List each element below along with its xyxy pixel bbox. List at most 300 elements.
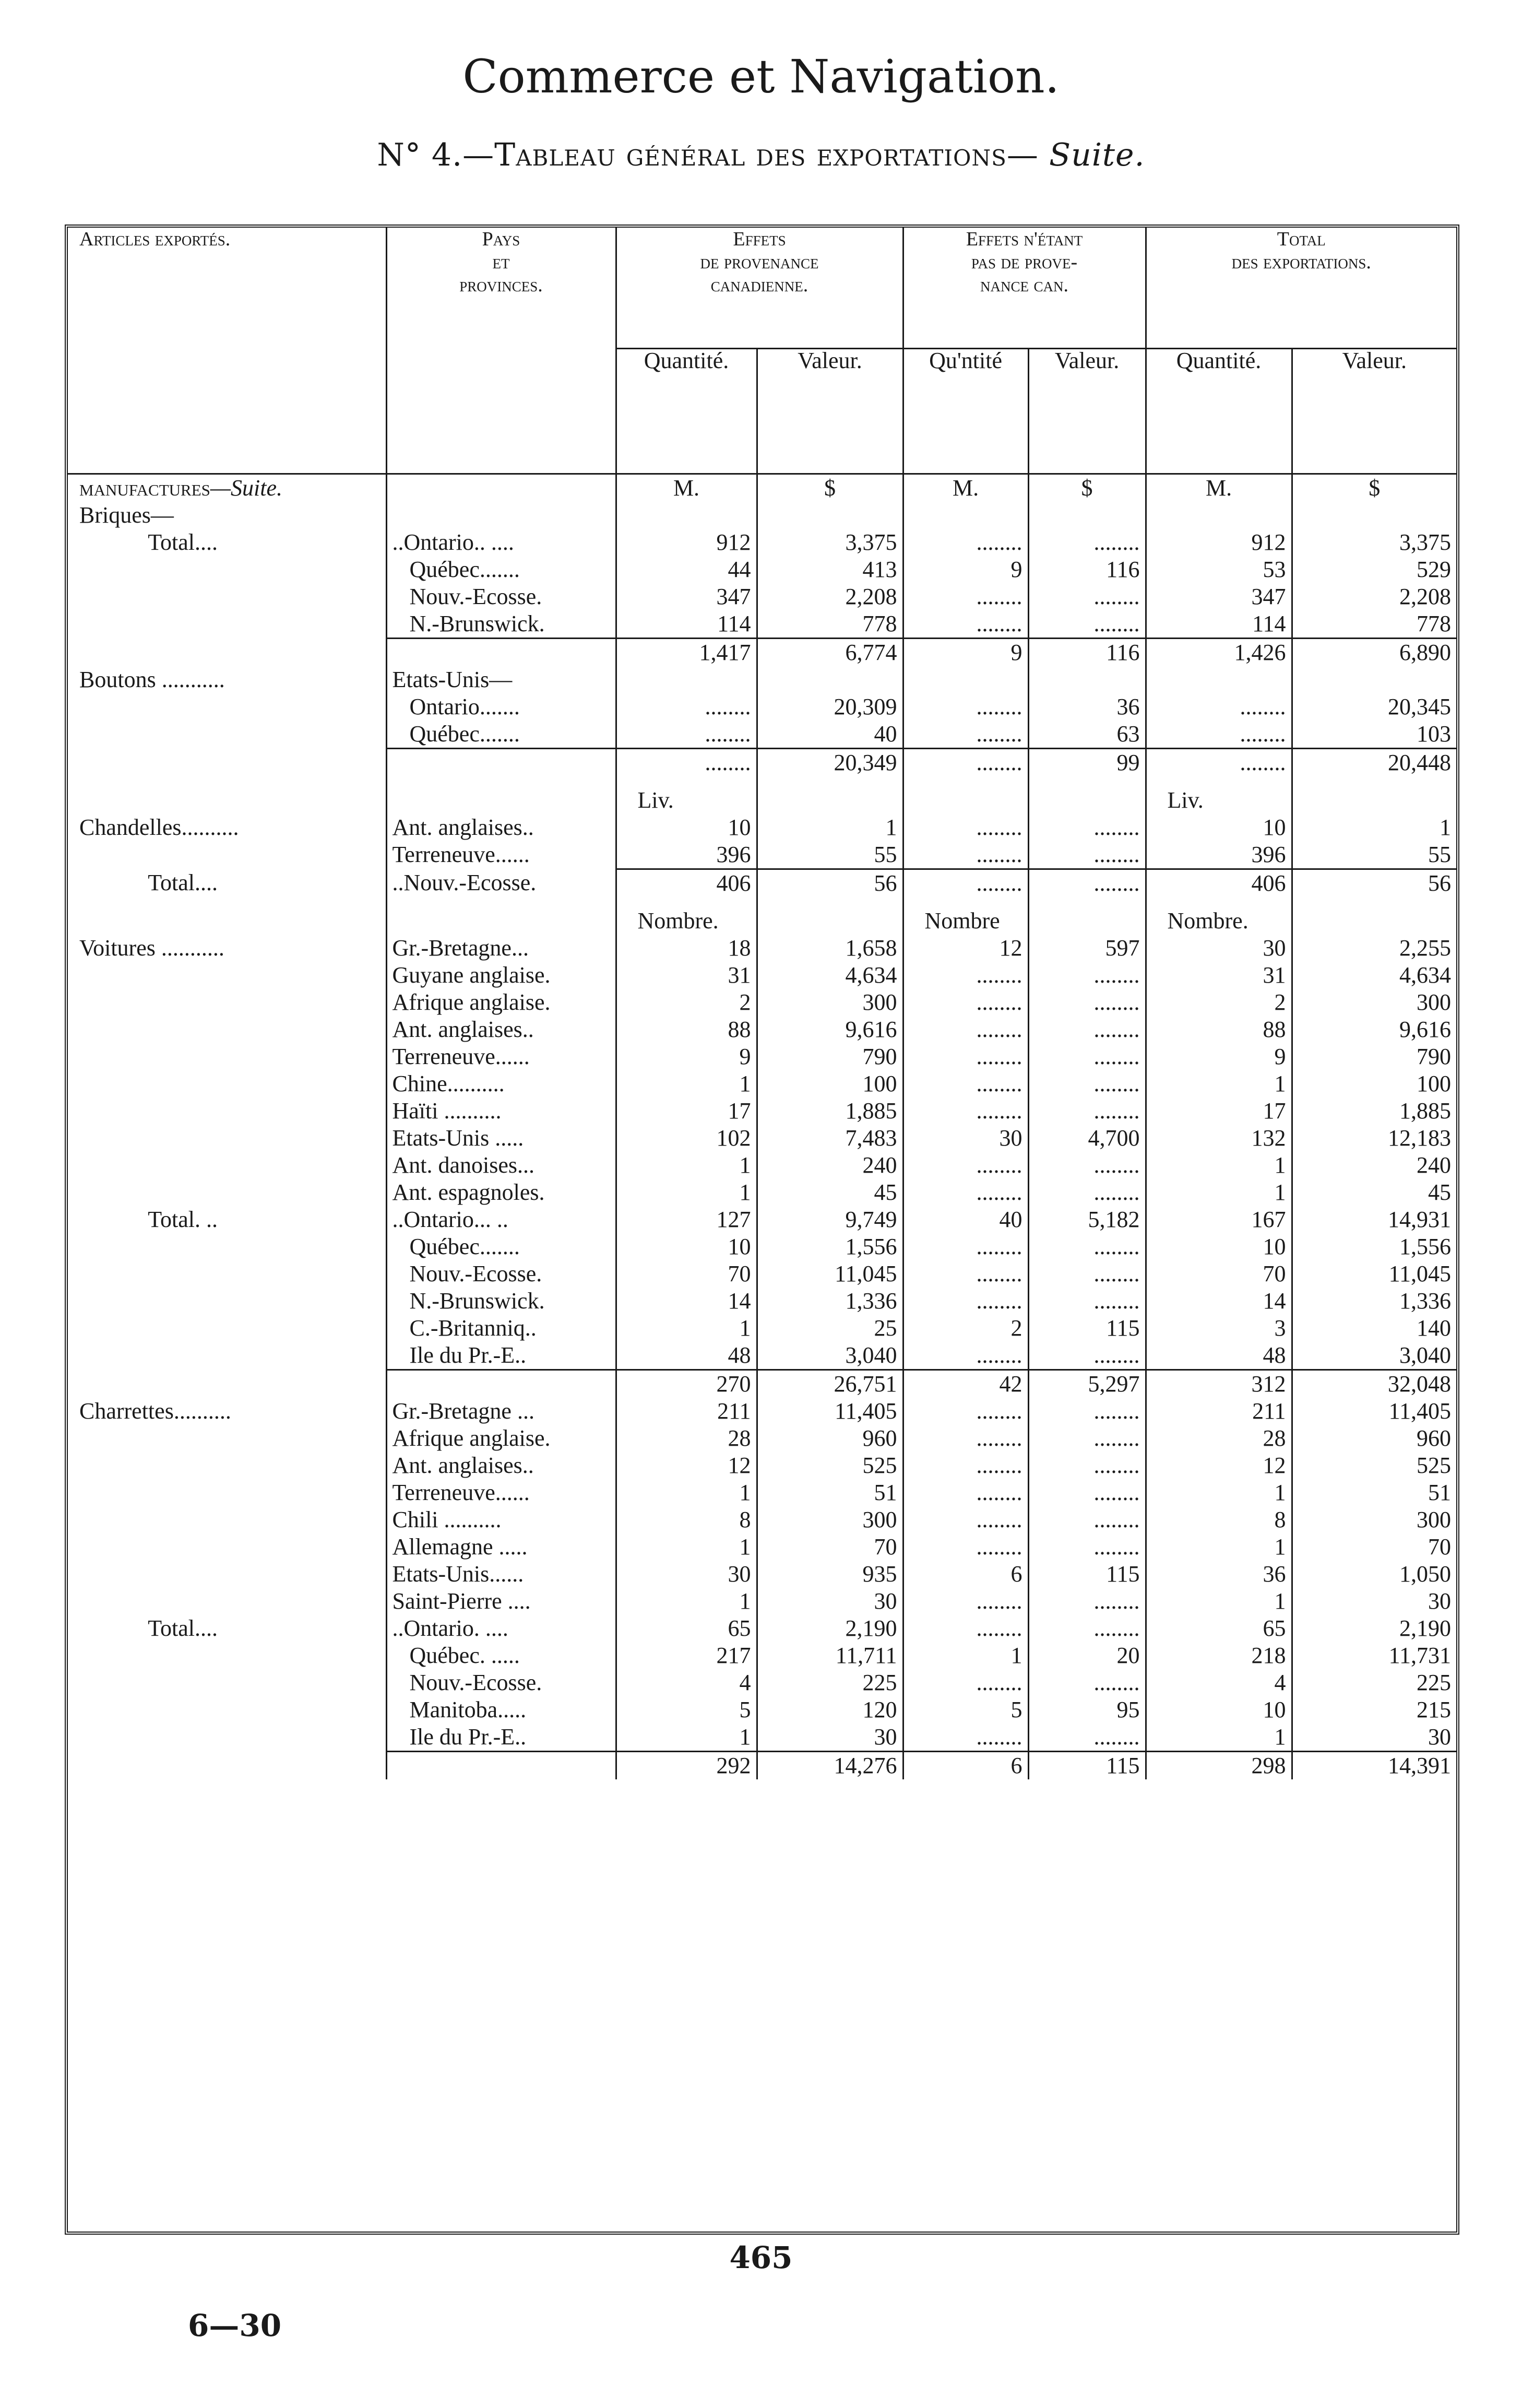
value-cell: 300 xyxy=(1292,1506,1456,1533)
value-cell: ........ xyxy=(1146,693,1292,721)
value-cell: 3,375 xyxy=(757,529,903,556)
value-cell: ........ xyxy=(1028,1506,1146,1533)
value-cell: 1 xyxy=(1146,1479,1292,1506)
value-cell: 1 xyxy=(1146,1724,1292,1752)
value-cell: ........ xyxy=(903,1724,1028,1752)
value-cell: 9,749 xyxy=(757,1206,903,1233)
value-cell xyxy=(1292,776,1456,814)
article-cell xyxy=(68,610,386,639)
value-cell: 65 xyxy=(1146,1615,1292,1642)
pays-cell: Ile du Pr.-E.. xyxy=(386,1724,616,1752)
value-cell: 51 xyxy=(757,1479,903,1506)
value-cell: 11,731 xyxy=(1292,1642,1456,1669)
value-cell: 298 xyxy=(1146,1752,1292,1780)
value-cell: ........ xyxy=(1028,1016,1146,1043)
value-cell xyxy=(757,897,903,935)
value-cell: 2 xyxy=(903,1315,1028,1342)
pays-cell: ..Ontario... .. xyxy=(386,1206,616,1233)
value-cell: ........ xyxy=(903,1152,1028,1179)
total-row xyxy=(68,749,1456,777)
value-cell: 1,426 xyxy=(1146,639,1292,667)
value-cell: 292 xyxy=(616,1752,757,1780)
value-cell: ........ xyxy=(1028,1288,1146,1315)
header-valeur-1: Valeur. xyxy=(757,349,903,474)
value-cell: 11,045 xyxy=(1292,1260,1456,1288)
value-cell: 31 xyxy=(1146,962,1292,989)
value-cell: ........ xyxy=(903,1452,1028,1479)
value-cell: ........ xyxy=(1028,962,1146,989)
value-cell: 912 xyxy=(1146,529,1292,556)
pays-cell: N.-Brunswick. xyxy=(386,610,616,639)
table-row xyxy=(68,1125,1456,1152)
article-cell xyxy=(68,721,386,749)
value-cell: 30 xyxy=(616,1561,757,1588)
value-cell: 100 xyxy=(757,1070,903,1097)
value-cell: 88 xyxy=(616,1016,757,1043)
value-cell: ........ xyxy=(903,989,1028,1016)
value-cell: 1,885 xyxy=(1292,1097,1456,1125)
pays-cell: Chine.......... xyxy=(386,1070,616,1097)
value-cell: 406 xyxy=(1146,869,1292,898)
value-cell: 70 xyxy=(616,1260,757,1288)
value-cell xyxy=(1292,666,1456,693)
value-cell: ........ xyxy=(1028,1533,1146,1561)
pays-cell: Québec. ..... xyxy=(386,1642,616,1669)
value-cell: 10 xyxy=(1146,1233,1292,1260)
article-cell: Total.... xyxy=(79,1615,218,1641)
table-row xyxy=(68,610,1456,639)
table-row xyxy=(68,841,1456,869)
article-cell: Charrettes.......... xyxy=(79,1398,231,1424)
table-row xyxy=(68,1398,1456,1425)
value-cell: ........ xyxy=(1028,1615,1146,1642)
value-cell: 70 xyxy=(757,1533,903,1561)
value-cell: 525 xyxy=(1292,1452,1456,1479)
table-row xyxy=(68,1506,1456,1533)
table-row xyxy=(68,529,1456,556)
value-cell: 10 xyxy=(616,1233,757,1260)
value-cell: 778 xyxy=(1292,610,1456,639)
value-cell: 211 xyxy=(1146,1398,1292,1425)
value-cell: 11,405 xyxy=(757,1398,903,1425)
pays-cell xyxy=(386,1370,616,1398)
table-row xyxy=(68,935,1456,962)
value-cell: ........ xyxy=(1146,721,1292,749)
value-cell: 1 xyxy=(1146,1179,1292,1206)
value-cell: 1 xyxy=(616,1588,757,1615)
value-cell: ........ xyxy=(903,721,1028,749)
value-cell: 120 xyxy=(757,1696,903,1724)
value-cell: 1,336 xyxy=(1292,1288,1456,1315)
value-cell: ........ xyxy=(1028,1179,1146,1206)
value-cell: 211 xyxy=(616,1398,757,1425)
value-cell: 270 xyxy=(616,1370,757,1398)
value-cell: 935 xyxy=(757,1561,903,1588)
value-cell: 20,309 xyxy=(757,693,903,721)
value-cell: ........ xyxy=(903,583,1028,610)
value-cell: 53 xyxy=(1146,556,1292,583)
value-cell: 2,208 xyxy=(757,583,903,610)
value-cell: 300 xyxy=(1292,989,1456,1016)
article-cell xyxy=(68,693,386,721)
value-cell xyxy=(903,776,1028,814)
value-cell: ........ xyxy=(1028,1479,1146,1506)
table-row xyxy=(68,666,1456,693)
table-row xyxy=(68,1533,1456,1561)
value-cell: 30 xyxy=(757,1724,903,1752)
value-cell: 30 xyxy=(903,1125,1028,1152)
value-cell xyxy=(757,666,903,693)
value-cell: 30 xyxy=(1292,1724,1456,1752)
value-cell: ........ xyxy=(903,962,1028,989)
unit-m-3: M. xyxy=(1146,474,1292,502)
value-cell: 12 xyxy=(903,935,1028,962)
article-cell xyxy=(68,841,386,869)
value-cell: 3,040 xyxy=(757,1342,903,1370)
header-valeur-2: Valeur. xyxy=(1028,349,1146,474)
value-cell: ........ xyxy=(903,1479,1028,1506)
value-cell: Nombre. xyxy=(1146,897,1292,935)
value-cell: ........ xyxy=(1028,989,1146,1016)
pays-cell xyxy=(386,776,616,814)
value-cell: 70 xyxy=(1146,1260,1292,1288)
value-cell: 88 xyxy=(1146,1016,1292,1043)
pays-cell xyxy=(386,897,616,935)
value-cell: 115 xyxy=(1028,1315,1146,1342)
value-cell: ........ xyxy=(616,749,757,777)
header-total-exportations: Total des exportations. xyxy=(1146,228,1456,349)
value-cell: ........ xyxy=(903,1260,1028,1288)
table-body xyxy=(68,474,1456,1780)
value-cell: 48 xyxy=(1146,1342,1292,1370)
article-cell xyxy=(68,639,386,667)
table-row xyxy=(68,1561,1456,1588)
table-row xyxy=(68,1452,1456,1479)
value-cell: 20,448 xyxy=(1292,749,1456,777)
value-cell: Nombre. xyxy=(616,897,757,935)
value-cell: 14 xyxy=(616,1288,757,1315)
pays-cell: Ant. danoises... xyxy=(386,1152,616,1179)
value-cell: ........ xyxy=(903,814,1028,841)
value-cell: 26,751 xyxy=(757,1370,903,1398)
article-cell xyxy=(68,989,386,1016)
pays-cell: Etats-Unis...... xyxy=(386,1561,616,1588)
article-cell xyxy=(68,962,386,989)
pays-cell: Nouv.-Ecosse. xyxy=(386,1260,616,1288)
table-row xyxy=(68,1016,1456,1043)
value-cell: ........ xyxy=(1028,1152,1146,1179)
value-cell: 912 xyxy=(616,529,757,556)
table-row xyxy=(68,556,1456,583)
value-cell: 1,556 xyxy=(757,1233,903,1260)
unit-dollar-2: $ xyxy=(1028,474,1146,502)
subtitle-number: N° 4.—Tableau général des exportations— xyxy=(377,137,1039,173)
section-label: manufactures—Suite. xyxy=(79,475,283,501)
article-cell: Voitures ........... xyxy=(79,935,224,961)
table-row xyxy=(68,814,1456,841)
value-cell: 218 xyxy=(1146,1642,1292,1669)
table-row xyxy=(68,1152,1456,1179)
pays-cell: Haïti .......... xyxy=(386,1097,616,1125)
value-cell: 3,040 xyxy=(1292,1342,1456,1370)
value-cell: ........ xyxy=(903,1533,1028,1561)
pays-cell: ..Ontario. .... xyxy=(386,1615,616,1642)
value-cell: 2,255 xyxy=(1292,935,1456,962)
value-cell: ........ xyxy=(903,749,1028,777)
pays-cell: Guyane anglaise. xyxy=(386,962,616,989)
pays-cell: C.-Britanniq.. xyxy=(386,1315,616,1342)
value-cell: 51 xyxy=(1292,1479,1456,1506)
value-cell: 12 xyxy=(1146,1452,1292,1479)
pays-cell: Ant. anglaises.. xyxy=(386,1016,616,1043)
value-cell: ........ xyxy=(903,693,1028,721)
value-cell: 167 xyxy=(1146,1206,1292,1233)
pays-cell: Terreneuve...... xyxy=(386,1479,616,1506)
value-cell: 11,711 xyxy=(757,1642,903,1669)
value-cell: 28 xyxy=(1146,1425,1292,1452)
pays-cell: Etats-Unis— xyxy=(386,666,616,693)
value-cell: 240 xyxy=(1292,1152,1456,1179)
value-cell: 225 xyxy=(757,1669,903,1696)
value-cell: 127 xyxy=(616,1206,757,1233)
value-cell: ........ xyxy=(1028,841,1146,869)
article-cell xyxy=(68,1588,386,1615)
value-cell: 9 xyxy=(903,556,1028,583)
pays-cell xyxy=(386,1752,616,1780)
value-cell: 30 xyxy=(757,1588,903,1615)
value-cell: 396 xyxy=(616,841,757,869)
pays-cell: Québec....... xyxy=(386,556,616,583)
value-cell: Liv. xyxy=(616,776,757,814)
value-cell: 1,556 xyxy=(1292,1233,1456,1260)
export-table xyxy=(65,225,1459,2235)
value-cell: 1 xyxy=(757,814,903,841)
value-cell: ........ xyxy=(903,1043,1028,1070)
value-cell: 11,405 xyxy=(1292,1398,1456,1425)
article-cell xyxy=(68,1097,386,1125)
value-cell: 215 xyxy=(1292,1696,1456,1724)
table-row xyxy=(68,776,1456,814)
value-cell: 240 xyxy=(757,1152,903,1179)
value-cell: 217 xyxy=(616,1642,757,1669)
value-cell xyxy=(903,666,1028,693)
pays-cell xyxy=(386,639,616,667)
value-cell xyxy=(757,502,903,529)
value-cell: 14,391 xyxy=(1292,1752,1456,1780)
table-row xyxy=(68,1425,1456,1452)
article-cell xyxy=(68,1452,386,1479)
value-cell: ........ xyxy=(1028,1342,1146,1370)
value-cell: 40 xyxy=(903,1206,1028,1233)
article-cell xyxy=(68,1533,386,1561)
value-cell: 114 xyxy=(1146,610,1292,639)
signature-code: 6—30 xyxy=(188,2308,282,2343)
value-cell: 14,931 xyxy=(1292,1206,1456,1233)
value-cell: 1,885 xyxy=(757,1097,903,1125)
article-cell xyxy=(68,1043,386,1070)
value-cell: 312 xyxy=(1146,1370,1292,1398)
value-cell xyxy=(1292,502,1456,529)
unit-dollar-1: $ xyxy=(757,474,903,502)
pays-cell: Ile du Pr.-E.. xyxy=(386,1342,616,1370)
value-cell: 70 xyxy=(1292,1533,1456,1561)
pays-cell: Ant. espagnoles. xyxy=(386,1179,616,1206)
value-cell: 36 xyxy=(1146,1561,1292,1588)
article-cell xyxy=(68,1561,386,1588)
article-cell xyxy=(68,556,386,583)
value-cell: ........ xyxy=(903,1425,1028,1452)
value-cell: ........ xyxy=(1028,1233,1146,1260)
value-cell: 2,190 xyxy=(757,1615,903,1642)
table-row xyxy=(68,1070,1456,1097)
value-cell: 100 xyxy=(1292,1070,1456,1097)
table-row xyxy=(68,1288,1456,1315)
pays-cell: Terreneuve...... xyxy=(386,841,616,869)
table-row xyxy=(68,1669,1456,1696)
value-cell: ........ xyxy=(903,869,1028,898)
value-cell: 529 xyxy=(1292,556,1456,583)
header-non-canadienne: Effets n'étant pas de prove- nance can. xyxy=(903,228,1146,349)
pays-cell xyxy=(386,749,616,777)
pays-cell: Gr.-Bretagne... xyxy=(386,935,616,962)
value-cell: 56 xyxy=(1292,869,1456,898)
value-cell: 1 xyxy=(616,1315,757,1342)
page-title: Commerce et Navigation. xyxy=(462,50,1060,103)
table-row xyxy=(68,1179,1456,1206)
value-cell: 4,700 xyxy=(1028,1125,1146,1152)
value-cell: 1 xyxy=(616,1070,757,1097)
article-cell xyxy=(68,1288,386,1315)
value-cell: 1 xyxy=(616,1179,757,1206)
value-cell: 413 xyxy=(757,556,903,583)
value-cell: 63 xyxy=(1028,721,1146,749)
value-cell: 1,417 xyxy=(616,639,757,667)
value-cell: ........ xyxy=(903,1179,1028,1206)
value-cell: 6,890 xyxy=(1292,639,1456,667)
pays-cell: ..Ontario.. .... xyxy=(386,529,616,556)
value-cell: 1 xyxy=(1146,1533,1292,1561)
article-cell xyxy=(68,1152,386,1179)
value-cell: 2,208 xyxy=(1292,583,1456,610)
value-cell: 9,616 xyxy=(757,1016,903,1043)
header-quantite-2: Qu'ntité xyxy=(903,349,1028,474)
pays-cell: Saint-Pierre .... xyxy=(386,1588,616,1615)
value-cell: 12,183 xyxy=(1292,1125,1456,1152)
header-quantite-3: Quantité. xyxy=(1146,349,1292,474)
article-cell: Total.... xyxy=(79,529,218,555)
value-cell: 2,190 xyxy=(1292,1615,1456,1642)
article-cell xyxy=(68,1342,386,1370)
value-cell: 1 xyxy=(1146,1588,1292,1615)
table-row xyxy=(68,583,1456,610)
value-cell: 960 xyxy=(757,1425,903,1452)
table-row xyxy=(68,962,1456,989)
value-cell xyxy=(616,666,757,693)
pays-cell: Nouv.-Ecosse. xyxy=(386,1669,616,1696)
value-cell: 42 xyxy=(903,1370,1028,1398)
article-cell xyxy=(68,1696,386,1724)
value-cell: ........ xyxy=(1146,749,1292,777)
pays-cell: ..Nouv.-Ecosse. xyxy=(386,869,616,898)
value-cell: 1,050 xyxy=(1292,1561,1456,1588)
value-cell: ........ xyxy=(1028,1398,1146,1425)
value-cell: ........ xyxy=(903,1016,1028,1043)
table-row xyxy=(68,502,1456,529)
value-cell: 103 xyxy=(1292,721,1456,749)
header-quantite-1: Quantité. xyxy=(616,349,757,474)
article-cell xyxy=(68,1506,386,1533)
value-cell: 1 xyxy=(1146,1070,1292,1097)
value-cell: ........ xyxy=(616,721,757,749)
value-cell: 9,616 xyxy=(1292,1016,1456,1043)
article-cell xyxy=(68,1315,386,1342)
value-cell: 116 xyxy=(1028,556,1146,583)
table-row xyxy=(68,897,1456,935)
export-table-grid xyxy=(68,228,1456,1779)
value-cell xyxy=(616,502,757,529)
pays-cell: Québec....... xyxy=(386,721,616,749)
value-cell xyxy=(1146,502,1292,529)
value-cell: 2 xyxy=(616,989,757,1016)
article-cell xyxy=(68,1752,386,1780)
value-cell: 300 xyxy=(757,1506,903,1533)
value-cell: 4 xyxy=(1146,1669,1292,1696)
value-cell: ........ xyxy=(1028,869,1146,898)
value-cell: 9 xyxy=(1146,1043,1292,1070)
value-cell: 3,375 xyxy=(1292,529,1456,556)
value-cell: ........ xyxy=(1028,583,1146,610)
article-cell xyxy=(68,1179,386,1206)
pays-cell: Afrique anglaise. xyxy=(386,989,616,1016)
value-cell: ........ xyxy=(616,693,757,721)
value-cell xyxy=(903,502,1028,529)
table-row xyxy=(68,1043,1456,1070)
value-cell: 6 xyxy=(903,1752,1028,1780)
value-cell: 18 xyxy=(616,935,757,962)
value-cell: ........ xyxy=(903,1288,1028,1315)
unit-m-1: M. xyxy=(616,474,757,502)
value-cell: 55 xyxy=(1292,841,1456,869)
value-cell: 55 xyxy=(757,841,903,869)
value-cell: 14,276 xyxy=(757,1752,903,1780)
table-row xyxy=(68,1233,1456,1260)
pays-cell: Ant. anglaises.. xyxy=(386,814,616,841)
value-cell: 8 xyxy=(616,1506,757,1533)
article-cell: Briques— xyxy=(79,502,174,528)
table-row xyxy=(68,1479,1456,1506)
value-cell: ........ xyxy=(1028,1260,1146,1288)
article-cell xyxy=(68,1370,386,1398)
value-cell: 25 xyxy=(757,1315,903,1342)
article-cell xyxy=(68,1260,386,1288)
value-cell: 6 xyxy=(903,1561,1028,1588)
value-cell: 115 xyxy=(1028,1752,1146,1780)
value-cell: 9 xyxy=(616,1043,757,1070)
value-cell: 102 xyxy=(616,1125,757,1152)
value-cell: 28 xyxy=(616,1425,757,1452)
unit-m-2: M. xyxy=(903,474,1028,502)
unit-dollar-3: $ xyxy=(1292,474,1456,502)
article-cell xyxy=(68,749,386,777)
value-cell: 40 xyxy=(757,721,903,749)
total-row xyxy=(68,1752,1456,1780)
value-cell: 115 xyxy=(1028,1561,1146,1588)
value-cell: 12 xyxy=(616,1452,757,1479)
value-cell: ........ xyxy=(903,1506,1028,1533)
value-cell: 11,045 xyxy=(757,1260,903,1288)
value-cell: ........ xyxy=(1028,610,1146,639)
article-cell xyxy=(68,897,386,935)
